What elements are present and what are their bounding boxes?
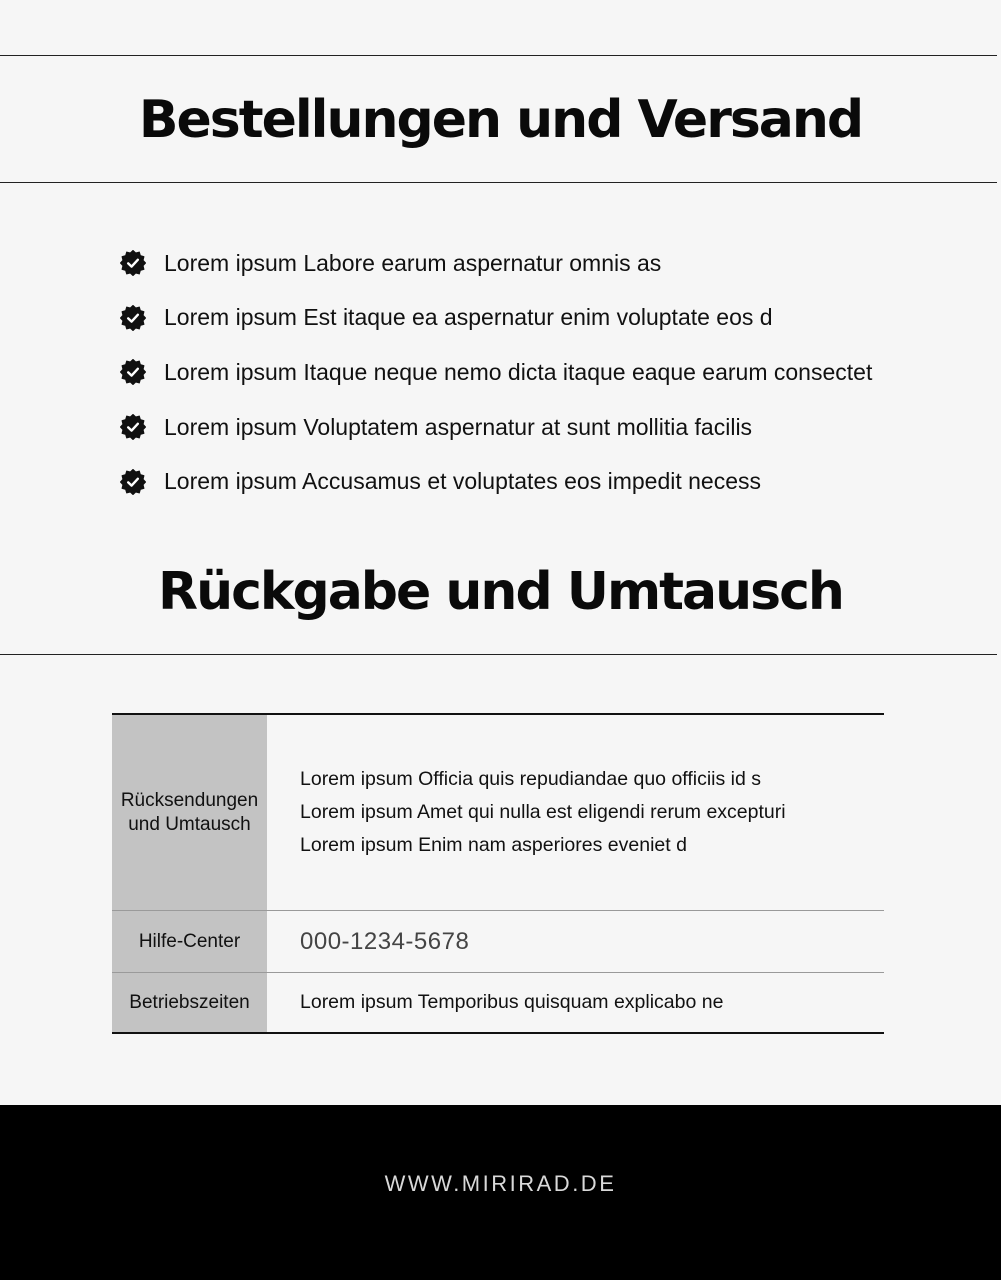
- bullet-text: Lorem ipsum Accusamus et voluptates eos impedit necess: [164, 468, 762, 495]
- returns-label-line: Rücksendungen: [120, 789, 259, 811]
- table-row: [112, 973, 884, 1034]
- returns-label-line: und Umtausch: [128, 813, 251, 835]
- top-divider: [0, 55, 997, 56]
- returns-label-cell: [112, 714, 267, 911]
- help-center-label: Hilfe-Center: [112, 911, 267, 973]
- bullet-text: Lorem ipsum Labore earum aspernatur omnis as: [164, 249, 662, 276]
- returns-line: Lorem ipsum Amet qui nulla est eligendi rerum excepturi: [300, 801, 786, 823]
- list-item: [120, 400, 872, 455]
- website-link[interactable]: WWW.MIRIRAD.DE: [384, 1171, 617, 1196]
- section-title-returns: Rückgabe und Umtausch: [158, 562, 843, 622]
- check-badge-icon: [120, 305, 146, 331]
- check-badge-icon: [120, 414, 146, 440]
- title-divider: [0, 182, 997, 183]
- check-badge-icon: [120, 469, 146, 495]
- table-row: [112, 714, 884, 911]
- help-center-value: [267, 911, 884, 973]
- list-item: [120, 454, 872, 509]
- returns-value-cell: [267, 714, 884, 911]
- bullet-text: Lorem ipsum Voluptatem aspernatur at sunt mollitia facilis: [164, 413, 753, 440]
- list-item: [120, 345, 872, 400]
- list-item: [120, 236, 872, 291]
- info-table: [112, 713, 884, 1034]
- business-hours-value: Lorem ipsum Temporibus quisquam explicabo ne: [300, 991, 724, 1013]
- table-row: [112, 911, 884, 973]
- phone-number: 000-1234-5678: [300, 927, 470, 955]
- returns-line: Lorem ipsum Enim nam asperiores eveniet d: [300, 834, 687, 856]
- bullet-list: [120, 236, 872, 509]
- business-hours-label: Betriebszeiten: [112, 973, 267, 1034]
- bullet-text: Lorem ipsum Itaque neque nemo dicta itaque eaque earum consectet: [164, 358, 873, 385]
- list-item: [120, 291, 872, 346]
- check-badge-icon: [120, 359, 146, 385]
- footer: [0, 1105, 1001, 1280]
- returns-line: Lorem ipsum Officia quis repudiandae quo officiis id s: [300, 768, 762, 790]
- returns-divider: [0, 654, 997, 655]
- section-title-orders: Bestellungen und Versand: [138, 90, 863, 150]
- check-badge-icon: [120, 250, 146, 276]
- bullet-text: Lorem ipsum Est itaque ea aspernatur enim voluptate eos d: [164, 304, 773, 331]
